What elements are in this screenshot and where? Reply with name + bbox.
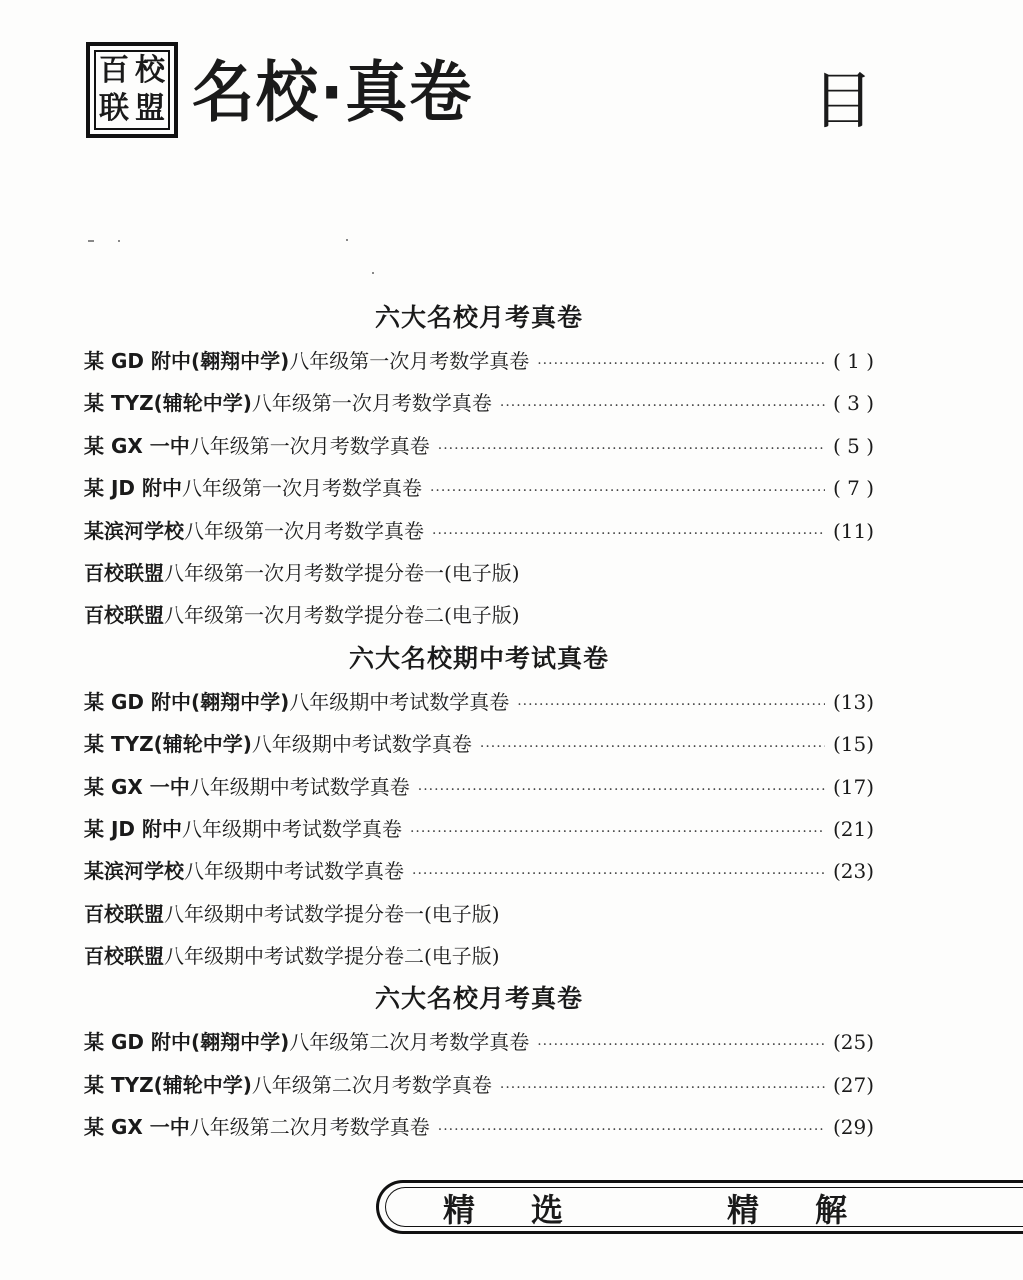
entry-title <box>84 850 404 892</box>
entry-school: 百校联盟 <box>84 560 164 585</box>
dot-leader <box>432 513 825 555</box>
entry-school: 某滨河学校 <box>84 518 184 543</box>
entry-school: 某 GX 一中 <box>84 774 190 799</box>
entry-school: 某 TYZ(辅轮中学) <box>84 732 252 757</box>
section-title: 六大名校月考真卷 <box>374 984 583 1014</box>
entry-title <box>84 425 430 467</box>
entry-paper-name: 八年级第一次月考数学真卷 <box>289 349 530 373</box>
dot-leader <box>537 343 825 385</box>
page-number: (21) <box>832 816 874 841</box>
entry-paper-name: 八年级期中考试数学真卷 <box>251 732 472 757</box>
entry-title <box>84 1106 430 1148</box>
entry-title <box>84 552 520 594</box>
entry-title <box>84 681 509 723</box>
entry-paper-name: 八年级期中考试数学真卷 <box>189 774 410 799</box>
seal-char: 百 <box>99 53 129 88</box>
entry-paper-name: 八年级第一次月考数学提分卷一(电子版) <box>164 560 520 585</box>
entry-school: 某 JD 附中 <box>84 476 182 501</box>
page-number: (17) <box>832 774 874 799</box>
entry-title <box>84 766 410 808</box>
banner-inner-border <box>385 1187 1023 1227</box>
toc-entry[interactable] <box>84 382 874 424</box>
entry-title <box>84 808 402 850</box>
print-speck <box>118 240 120 242</box>
print-speck <box>346 239 348 241</box>
toc-entry[interactable] <box>84 893 874 935</box>
seal-char: 联 <box>99 91 129 126</box>
toc-entry[interactable] <box>84 1064 874 1106</box>
page-number: (11) <box>832 518 874 543</box>
dot-leader <box>500 1067 825 1109</box>
entry-school: 某 TYZ(辅轮中学) <box>84 391 252 416</box>
toc-entry[interactable] <box>84 467 874 509</box>
entry-school: 某 GD 附中(翱翔中学) <box>84 1030 290 1055</box>
entry-school: 某 GX 一中 <box>84 433 190 458</box>
entry-paper-name: 八年级第二次月考数学真卷 <box>189 1115 430 1140</box>
dot-leader <box>430 470 825 512</box>
toc-entry[interactable] <box>84 681 874 723</box>
entry-title <box>84 510 424 552</box>
entry-paper-name: 八年级第一次月考数学真卷 <box>251 391 492 416</box>
entry-school: 百校联盟 <box>84 944 164 969</box>
dot-leader <box>438 1109 825 1151</box>
toc-entry[interactable] <box>84 552 874 594</box>
entry-title <box>84 723 472 765</box>
dot-leader <box>412 853 825 895</box>
banner-word: 精 <box>727 1191 760 1229</box>
entry-paper-name: 八年级第一次月考数学真卷 <box>184 518 424 543</box>
toc-entry[interactable] <box>84 594 874 636</box>
page-number: ( 7 ) <box>832 476 874 501</box>
page-number: (27) <box>832 1072 874 1097</box>
entry-school: 某 GD 附中(翱翔中学) <box>84 349 290 373</box>
table-of-contents <box>84 296 874 1149</box>
toc-entry[interactable] <box>84 340 874 382</box>
section-title: 六大名校期中考试真卷 <box>348 643 609 673</box>
brand-title: 名校·真卷 <box>192 54 474 131</box>
toc-entry[interactable] <box>84 766 874 808</box>
page-number: (25) <box>832 1030 874 1055</box>
entry-paper-name: 八年级期中考试数学真卷 <box>289 689 510 714</box>
toc-entry[interactable] <box>84 1106 874 1148</box>
print-speck <box>88 240 94 242</box>
entry-school: 百校联盟 <box>84 603 164 628</box>
banner-word: 精 <box>443 1191 476 1229</box>
print-speck <box>372 272 374 274</box>
entry-title <box>84 382 492 424</box>
seal-char: 盟 <box>135 91 165 126</box>
selected-answers-banner <box>376 1180 1023 1234</box>
dot-leader <box>517 684 825 726</box>
entry-paper-name: 八年级期中考试数学提分卷一(电子版) <box>164 901 500 926</box>
toc-entry[interactable] <box>84 510 874 552</box>
toc-entry[interactable] <box>84 723 874 765</box>
entry-paper-name: 八年级第二次月考数学真卷 <box>289 1030 530 1055</box>
dot-leader <box>410 811 825 853</box>
entry-paper-name: 八年级期中考试数学真卷 <box>181 816 402 841</box>
entry-school: 某滨河学校 <box>84 859 184 884</box>
entry-paper-name: 八年级第二次月考数学真卷 <box>251 1072 492 1097</box>
entry-title <box>84 340 529 382</box>
entry-paper-name: 八年级期中考试数学提分卷二(电子版) <box>164 944 500 969</box>
page-number: (29) <box>832 1115 874 1140</box>
entry-school: 百校联盟 <box>84 901 164 926</box>
entry-paper-name: 八年级期中考试数学真卷 <box>184 859 404 884</box>
entry-title <box>84 935 500 977</box>
page-number: ( 3 ) <box>832 391 874 416</box>
entry-title <box>84 1021 529 1063</box>
dot-leader <box>418 769 825 811</box>
entry-title <box>84 893 500 935</box>
entry-paper-name: 八年级第一次月考数学真卷 <box>181 476 422 501</box>
entry-paper-name: 八年级第一次月考数学提分卷二(电子版) <box>164 603 520 628</box>
toc-entry[interactable] <box>84 808 874 850</box>
contents-heading-char: 目 <box>812 64 875 137</box>
toc-entry[interactable] <box>84 425 874 467</box>
entry-title <box>84 594 520 636</box>
page-number: (23) <box>832 859 874 884</box>
seal-char: 校 <box>135 53 165 88</box>
page-number: (15) <box>832 732 874 757</box>
entry-title <box>84 467 422 509</box>
section-title: 六大名校月考真卷 <box>374 303 583 332</box>
dot-leader <box>480 726 825 768</box>
entry-paper-name: 八年级第一次月考数学真卷 <box>189 433 430 458</box>
entry-school: 某 GX 一中 <box>84 1115 190 1140</box>
entry-title <box>84 1064 492 1106</box>
dot-leader <box>438 428 825 470</box>
banner-word: 选 <box>531 1191 564 1229</box>
page-number: ( 5 ) <box>832 433 874 458</box>
dot-leader <box>500 385 825 427</box>
toc-entry[interactable] <box>84 935 874 977</box>
page-number: (13) <box>832 689 874 714</box>
brand-logo-seal <box>86 42 178 138</box>
entry-school: 某 GD 附中(翱翔中学) <box>84 689 290 714</box>
dot-leader <box>537 1024 825 1066</box>
entry-school: 某 JD 附中 <box>84 816 182 841</box>
banner-word: 解 <box>815 1191 848 1229</box>
toc-entry[interactable] <box>84 850 874 892</box>
page-number: ( 1 ) <box>832 349 874 373</box>
entry-school: 某 TYZ(辅轮中学) <box>84 1072 252 1097</box>
toc-entry[interactable] <box>84 1021 874 1063</box>
